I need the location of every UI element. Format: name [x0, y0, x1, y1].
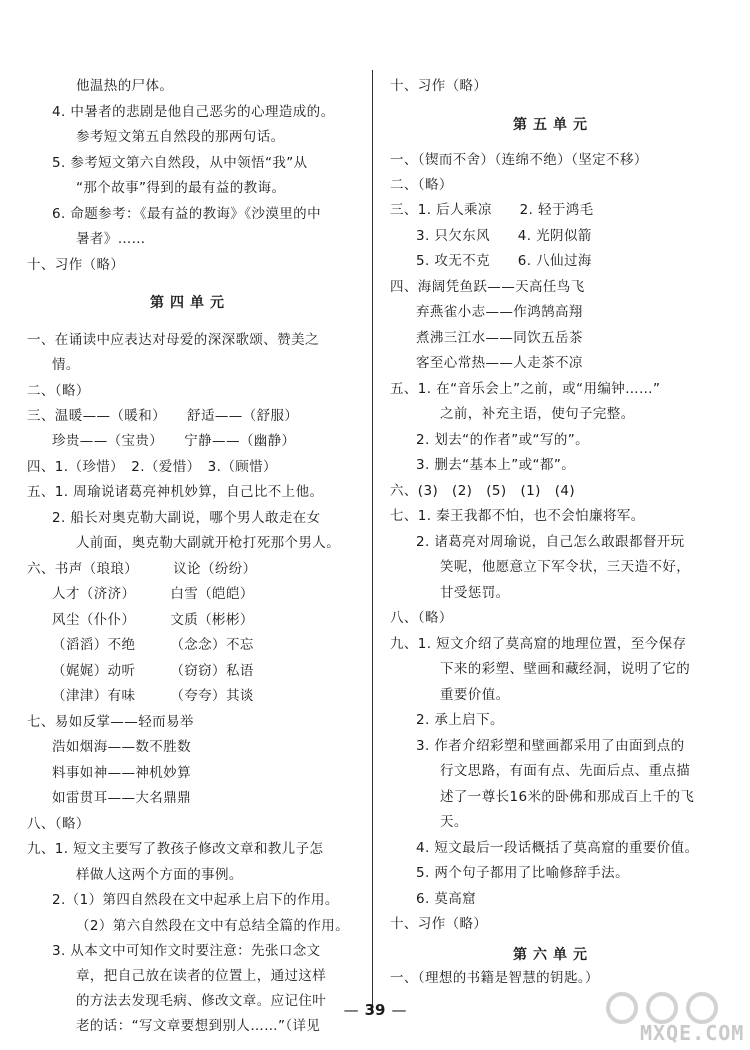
- text-line: 老的话：“写文章要想到别人……”（详见: [76, 1018, 321, 1034]
- text-line: 2.（1）第四自然段在文中起承上启下的作用。: [52, 892, 339, 908]
- text-line: 七、1. 秦王我都不怕，也不会怕廉将军。: [390, 508, 645, 524]
- text-line: 人才（济济） 白雪（皑皑）: [52, 586, 254, 602]
- text-line: 一、（锲而不舍）（连绵不绝）（坚定不移）: [390, 152, 648, 168]
- text-line: 5. 两个句子都用了比喻修辞手法。: [416, 865, 629, 881]
- text-line: 六、(3) (2) (5) (1) (4): [390, 483, 576, 499]
- text-line: 二、（略）: [27, 383, 90, 399]
- text-line: 2. 诸葛亮对周瑜说，自己怎么敢跟都督开玩: [416, 534, 685, 550]
- text-line: 三、1. 后人乘凉 2. 轻于鸿毛: [390, 202, 594, 218]
- text-line: 九、1. 短文介绍了莫高窟的地理位置，至今保存: [390, 636, 687, 652]
- text-line: 五、1. 在“音乐会上”之前，或“用编钟……”: [390, 381, 661, 397]
- text-line: 他温热的尸体。: [76, 78, 174, 94]
- text-line: 样做人这两个方面的事例。: [76, 867, 243, 883]
- text-line: 十、习作（略）: [27, 257, 125, 273]
- text-line: 二、（略）: [390, 177, 453, 193]
- text-line: 十、习作（略）: [390, 78, 488, 94]
- text-line: （滔滔）不绝 （念念）不忘: [52, 637, 254, 653]
- text-line: 如雷贯耳——大名鼎鼎: [52, 790, 191, 806]
- page-number-value: 39: [364, 1001, 386, 1019]
- text-line: 煮沸三江水——同饮五岳茶: [416, 330, 583, 346]
- text-line: 章，把自己放在读者的位置上，通过这样: [76, 968, 327, 984]
- text-line: 四、1.（珍惜） 2.（爱惜） 3.（顾惜）: [27, 459, 277, 475]
- text-line: 一、在诵读中应表达对母爱的深深歌颂、赞美之: [27, 332, 319, 348]
- text-line: 天。: [440, 814, 468, 830]
- text-line: 一、（理想的书籍是智慧的钥匙。）: [390, 970, 599, 986]
- text-line: 风尘（仆仆） 文质（彬彬）: [52, 612, 254, 628]
- text-line: 情。: [52, 357, 80, 373]
- text-line: 笑呢，他愿意立下军令状，三天造不好，: [440, 559, 691, 575]
- page-number-dash-left: —: [343, 1001, 359, 1019]
- watermark-text: MXQE.COM: [640, 1021, 745, 1045]
- text-line: 3. 删去“基本上”或“都”。: [416, 457, 576, 473]
- text-line: 4. 短文最后一段话概括了莫高窟的重要价值。: [416, 840, 699, 856]
- text-line: 三、温暖——（暖和） 舒适——（舒服）: [27, 408, 299, 424]
- text-line: （津津）有味 （夸夸）其谈: [52, 688, 254, 704]
- section-heading: 第四单元: [150, 295, 230, 311]
- text-line: （2）第六自然段在文中有总结全篇的作用。: [76, 918, 350, 934]
- text-line: 3. 从本文中可知作文时要注意：先张口念文: [52, 943, 321, 959]
- text-line: 四、海阔凭鱼跃——天高任鸟飞: [390, 279, 585, 295]
- text-line: 九、1. 短文主要写了教孩子修改文章和教儿子怎: [27, 841, 324, 857]
- text-line: 料事如神——神机妙算: [52, 765, 191, 781]
- section-heading: 第六单元: [513, 947, 593, 963]
- page-number-dash-right: —: [391, 1001, 407, 1019]
- text-line: 6. 莫高窟: [416, 891, 477, 907]
- text-line: 6. 命题参考：《最有益的教诲》《沙漠里的中: [52, 206, 321, 222]
- text-line: 5. 攻无不克 6. 八仙过海: [416, 253, 592, 269]
- text-line: 2. 划去“的作者”或“写的”。: [416, 432, 590, 448]
- text-line: 参考短文第五自然段的那两句话。: [76, 129, 285, 145]
- text-line: 珍贵——（宝贵） 宁静——（幽静）: [52, 433, 296, 449]
- text-line: 人前面，奥克勒大副就开枪打死那个男人。: [76, 535, 341, 551]
- text-line: 十、习作（略）: [390, 916, 488, 932]
- text-line: 七、易如反掌——轻而易举: [27, 714, 194, 730]
- text-line: 甘受惩罚。: [440, 585, 510, 601]
- text-line: 暑者》……: [76, 231, 146, 247]
- text-line: 述了一尊长16米的卧佛和那成百上千的飞: [440, 789, 695, 805]
- column-divider: [372, 70, 373, 1010]
- text-line: “那个故事”得到的最有益的教诲。: [76, 180, 286, 196]
- text-line: 弃燕雀小志——作鸿鹄高翔: [416, 304, 583, 320]
- text-line: 行文思路，有面有点、先面后点、重点描: [440, 763, 691, 779]
- text-line: 5. 参考短文第六自然段，从中领悟“我”从: [52, 155, 308, 171]
- text-line: 的方法去发现毛病、修改文章。应记住叶: [76, 993, 327, 1009]
- text-line: 3. 作者介绍彩塑和壁画都采用了由面到点的: [416, 738, 685, 754]
- text-line: 4. 中暑者的悲剧是他自己恶劣的心理造成的。: [52, 104, 335, 120]
- text-line: 客至心常热——人走茶不凉: [416, 355, 583, 371]
- text-line: 之前，补充主语，使句子完整。: [440, 406, 635, 422]
- text-line: 浩如烟海——数不胜数: [52, 739, 191, 755]
- text-line: 3. 只欠东风 4. 光阴似箭: [416, 228, 592, 244]
- text-line: （娓娓）动听 （窃窃）私语: [52, 663, 254, 679]
- text-line: 2. 船长对奥克勒大副说，哪个男人敢走在女: [52, 510, 321, 526]
- section-heading: 第五单元: [513, 117, 593, 133]
- text-line: 八、（略）: [27, 816, 90, 832]
- text-line: 2. 承上启下。: [416, 712, 504, 728]
- text-line: 五、1. 周瑜说诸葛亮神机妙算，自己比不上他。: [27, 484, 324, 500]
- text-line: 重要价值。: [440, 687, 510, 703]
- text-line: 下来的彩塑、壁画和藏经洞，说明了它的: [440, 661, 691, 677]
- text-line: 八、（略）: [390, 610, 453, 626]
- text-line: 六、书声（琅琅） 议论（纷纷）: [27, 561, 257, 577]
